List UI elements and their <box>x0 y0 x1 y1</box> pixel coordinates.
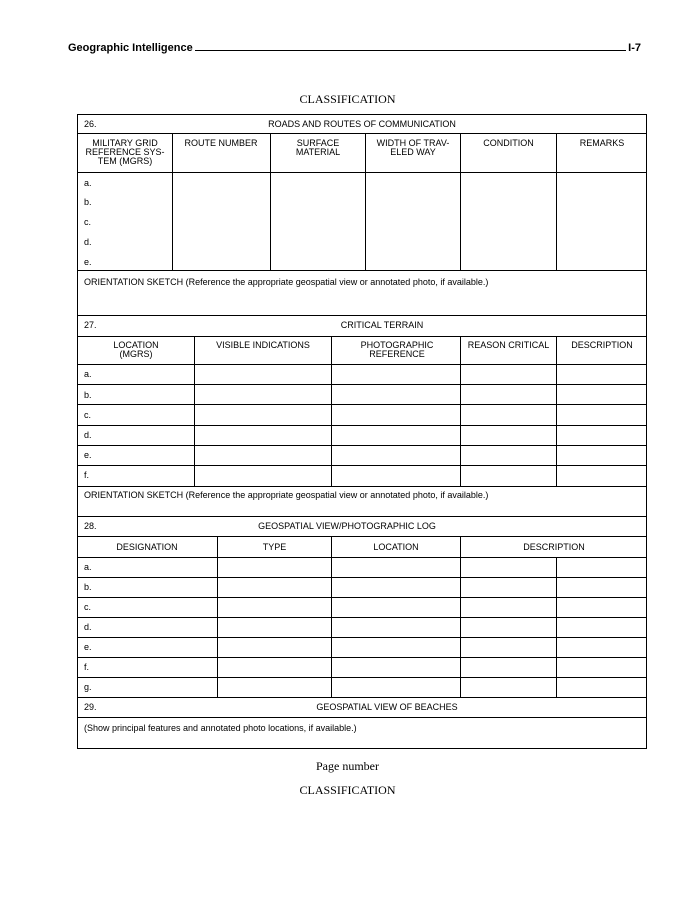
s27-row-a: a. <box>84 369 92 379</box>
s27-col-visible-indications: VISIBLE INDICATIONS <box>216 340 310 350</box>
s27-col-location: LOCATION (MGRS) <box>113 340 159 359</box>
divider <box>77 577 647 578</box>
divider <box>77 336 647 337</box>
section26-title: ROADS AND ROUTES OF COMMUNICATION <box>268 119 456 129</box>
s26-row-c: c. <box>84 217 92 227</box>
s27-orientation-sketch: ORIENTATION SKETCH (Reference the appropriate geospatial view or annotated photo, if available.) <box>84 490 489 500</box>
s28-row-d: d. <box>84 622 92 632</box>
divider <box>77 425 647 426</box>
s26-col-route-number: ROUTE NUMBER <box>184 138 258 148</box>
s28-row-g: g. <box>84 682 92 692</box>
divider <box>77 637 647 638</box>
divider <box>77 270 647 271</box>
s27-row-f: f. <box>84 470 90 480</box>
divider <box>77 516 647 517</box>
s27-row-e: e. <box>84 450 92 460</box>
divider <box>77 384 647 385</box>
s26-col-width: WIDTH OF TRAV-ELED WAY <box>376 138 450 157</box>
col-line <box>460 133 461 270</box>
divider <box>77 404 647 405</box>
s27-row-d: d. <box>84 430 92 440</box>
s27-col-reason-critical: REASON CRITICAL <box>467 340 550 350</box>
s26-col-condition: CONDITION <box>483 138 534 148</box>
header-title: Geographic Intelligence <box>68 42 193 54</box>
s28-col-location: LOCATION <box>373 542 419 552</box>
page-number-label: Page number <box>316 759 379 773</box>
s28-row-c: c. <box>84 602 92 612</box>
col-line <box>556 557 557 697</box>
section29-note: (Show principal features and annotated photo locations, if available.) <box>84 723 357 733</box>
s26-col-mgrs: MILITARY GRID REFERENCE SYS-TEM (MGRS) <box>85 138 165 166</box>
section28-number: 28. <box>84 521 97 531</box>
col-line <box>365 133 366 270</box>
divider <box>77 697 647 698</box>
divider <box>77 657 647 658</box>
section26-number: 26. <box>84 119 97 129</box>
s28-row-b: b. <box>84 582 92 592</box>
s28-row-a: a. <box>84 562 92 572</box>
divider <box>77 364 647 365</box>
s26-row-d: d. <box>84 237 92 247</box>
section29-title: GEOSPATIAL VIEW OF BEACHES <box>316 702 458 712</box>
s28-col-description: DESCRIPTION <box>523 542 585 552</box>
s26-orientation-sketch: ORIENTATION SKETCH (Reference the appropriate geospatial view or annotated photo, if available.) <box>84 277 489 287</box>
form-border <box>77 114 647 749</box>
s27-row-c: c. <box>84 410 92 420</box>
section29-number: 29. <box>84 702 97 712</box>
s26-col-remarks: REMARKS <box>579 138 625 148</box>
s27-col-photographic-reference: PHOTOGRAPHIC REFERENCE <box>360 340 434 359</box>
col-line <box>556 336 557 486</box>
divider <box>77 677 647 678</box>
col-line <box>460 336 461 486</box>
divider <box>77 557 647 558</box>
s27-row-b: b. <box>84 390 92 400</box>
col-line <box>270 133 271 270</box>
s28-row-e: e. <box>84 642 92 652</box>
divider <box>77 717 647 718</box>
header-page-number: I-7 <box>628 42 641 54</box>
col-line <box>556 133 557 270</box>
col-line <box>194 336 195 486</box>
divider <box>77 617 647 618</box>
divider <box>77 536 647 537</box>
divider <box>77 486 647 487</box>
divider <box>77 133 647 134</box>
classification-bottom: CLASSIFICATION <box>299 783 396 797</box>
intelligence-form <box>77 114 647 749</box>
s26-col-surface-material: SURFACE MATERIAL <box>295 138 341 157</box>
divider <box>77 465 647 466</box>
section28-title: GEOSPATIAL VIEW/PHOTOGRAPHIC LOG <box>258 521 436 531</box>
s28-col-designation: DESIGNATION <box>116 542 178 552</box>
s26-row-a: a. <box>84 178 92 188</box>
divider <box>77 315 647 316</box>
s26-row-e: e. <box>84 257 92 267</box>
s27-col-description: DESCRIPTION <box>571 340 633 350</box>
divider <box>77 172 647 173</box>
col-line <box>331 336 332 486</box>
s28-row-f: f. <box>84 662 90 672</box>
s26-row-b: b. <box>84 197 92 207</box>
classification-top: CLASSIFICATION <box>299 92 396 106</box>
divider <box>77 597 647 598</box>
col-line <box>172 133 173 270</box>
running-header <box>68 42 641 58</box>
section27-number: 27. <box>84 320 97 330</box>
divider <box>77 445 647 446</box>
section27-title: CRITICAL TERRAIN <box>340 320 424 330</box>
s28-col-type: TYPE <box>262 542 287 552</box>
